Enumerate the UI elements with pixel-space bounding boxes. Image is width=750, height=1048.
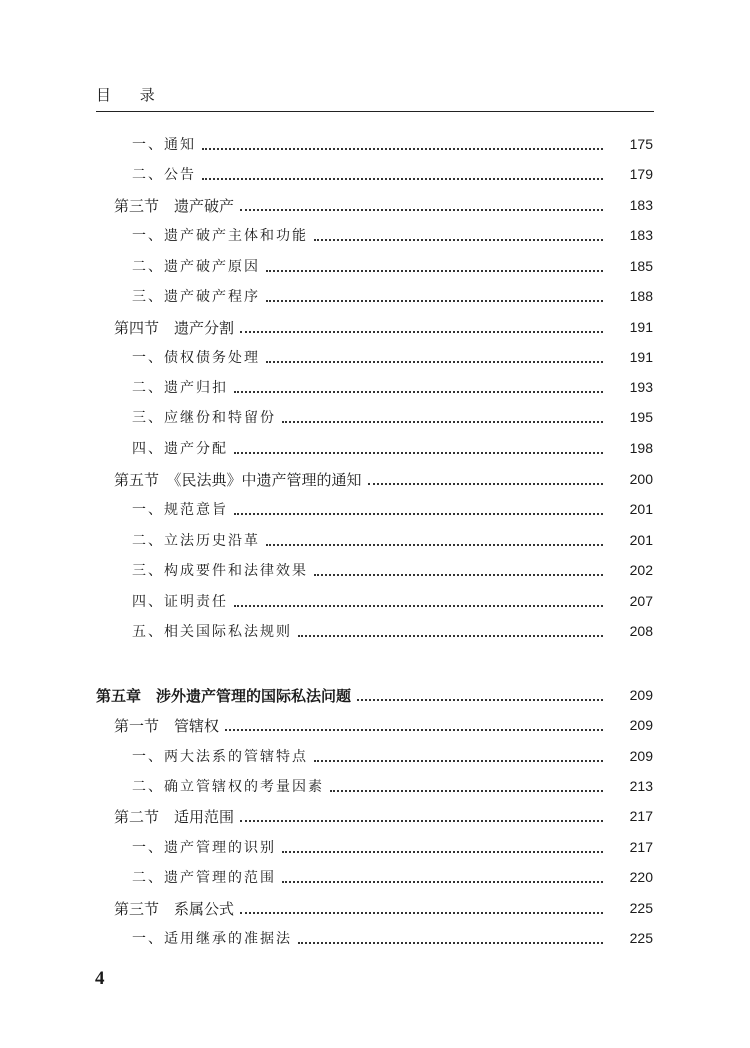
toc-entry-title: 二、遗产破产原因 [132,259,260,275]
toc-entry-section [0,712,750,738]
toc-entry-page: 195 [629,409,653,425]
dot-leader [202,148,603,150]
toc-entry-item [0,864,750,890]
dot-leader [314,760,603,762]
toc-entry-page: 220 [629,869,653,885]
toc-entry-page: 185 [629,258,653,274]
dot-leader [266,544,603,546]
dot-leader [234,513,603,515]
toc-entry-title: 第三节 遗产破产 [114,196,235,215]
toc-entry-title: 一、适用继承的准据法 [132,931,292,947]
toc-entry-title: 三、构成要件和法律效果 [132,563,308,579]
toc-entry-title: 第四节 遗产分割 [114,318,235,337]
toc-entry-item [0,527,750,553]
toc-entry-page: 225 [629,930,653,946]
toc-entry-page: 188 [629,288,653,304]
toc-entry-item [0,404,750,430]
toc-entry-section [0,895,750,921]
toc-entry-page: 175 [629,136,653,152]
toc-entry-page: 202 [629,562,653,578]
toc-entry-title: 四、证明责任 [132,594,228,610]
toc-entry-title: 一、遗产管理的识别 [132,840,276,856]
toc-entry-page: 208 [629,623,653,639]
dot-leader [234,605,603,607]
toc-entry-page: 198 [629,440,653,456]
toc-entry-page: 217 [629,808,653,824]
toc-entry-page: 207 [629,593,653,609]
dot-leader [330,790,603,792]
toc-entry-title: 二、遗产管理的范围 [132,870,276,886]
toc-entry-page: 213 [629,778,653,794]
toc-entry-title: 四、遗产分配 [132,441,228,457]
dot-leader [234,452,603,454]
toc-entry-page: 217 [629,839,653,855]
toc-entry-title: 二、确立管辖权的考量因素 [132,779,324,795]
dot-leader [225,729,603,731]
toc-entry-section [0,466,750,492]
toc-entry-item [0,496,750,522]
toc-entry-title: 一、遗产破产主体和功能 [132,228,308,244]
toc-entry-item [0,557,750,583]
toc-entry-page: 183 [629,227,653,243]
dot-leader [314,239,603,241]
toc-entry-title: 一、债权债务处理 [132,350,260,366]
page-number: 4 [95,968,105,989]
toc-entry-page: 209 [629,687,653,703]
toc-entry-item [0,222,750,248]
toc-entry-title: 二、遗产归扣 [132,380,228,396]
toc-entry-item [0,435,750,461]
toc-entry-page: 191 [629,319,653,335]
toc-entry-title: 二、公告 [132,167,196,183]
dot-leader [240,331,603,333]
toc-entry-page: 193 [629,379,653,395]
toc-entry-item [0,161,750,187]
dot-leader [298,635,603,637]
toc-entry-item [0,374,750,400]
toc-entry-page: 201 [629,532,653,548]
dot-leader [240,820,603,822]
toc-entry-page: 191 [629,349,653,365]
toc-entry-title: 一、规范意旨 [132,502,228,518]
toc-entry-section [0,314,750,340]
toc-entry-title: 第二节 适用范围 [114,807,235,826]
dot-leader [266,361,603,363]
toc-entry-section [0,803,750,829]
dot-leader [357,699,603,701]
dot-leader [282,421,603,423]
dot-leader [368,483,603,485]
toc-entry-page: 209 [629,748,653,764]
toc-entry-title: 三、遗产破产程序 [132,289,260,305]
toc-entry-title: 第五章 涉外遗产管理的国际私法问题 [96,686,352,705]
toc-entry-item [0,618,750,644]
toc-entry-title: 二、立法历史沿革 [132,533,260,549]
toc-entry-title: 五、相关国际私法规则 [132,624,292,640]
toc-entry-item [0,131,750,157]
toc-entry-chapter [0,682,750,708]
dot-leader [240,209,603,211]
toc-entry-title: 第三节 系属公式 [114,899,235,918]
dot-leader [298,942,603,944]
dot-leader [234,391,603,393]
toc-entry-title: 三、应继份和特留份 [132,410,276,426]
toc-entry-page: 200 [629,471,653,487]
toc-entry-item [0,344,750,370]
toc-entry-item [0,283,750,309]
toc-entry-item [0,773,750,799]
dot-leader [282,851,603,853]
toc-entry-title: 第五节 《民法典》中遗产管理的通知 [114,470,362,489]
toc-entry-title: 一、两大法系的管辖特点 [132,749,308,765]
toc-entry-item [0,253,750,279]
toc-entry-section [0,192,750,218]
toc-entry-page: 209 [629,717,653,733]
dot-leader [282,881,603,883]
toc-entry-item [0,834,750,860]
toc-entry-title: 第一节 管辖权 [114,716,220,735]
toc-entry-page: 201 [629,501,653,517]
toc-entry-item [0,588,750,614]
dot-leader [266,300,603,302]
dot-leader [202,178,603,180]
running-header: 目 录 [96,86,167,104]
toc-entry-item [0,743,750,769]
dot-leader [266,270,603,272]
toc-entry-item [0,925,750,951]
toc-entry-page: 183 [629,197,653,213]
toc-entry-page: 179 [629,166,653,182]
toc-entry-title: 一、通知 [132,137,196,153]
dot-leader [240,912,603,914]
toc-entry-page: 225 [629,900,653,916]
dot-leader [314,574,603,576]
